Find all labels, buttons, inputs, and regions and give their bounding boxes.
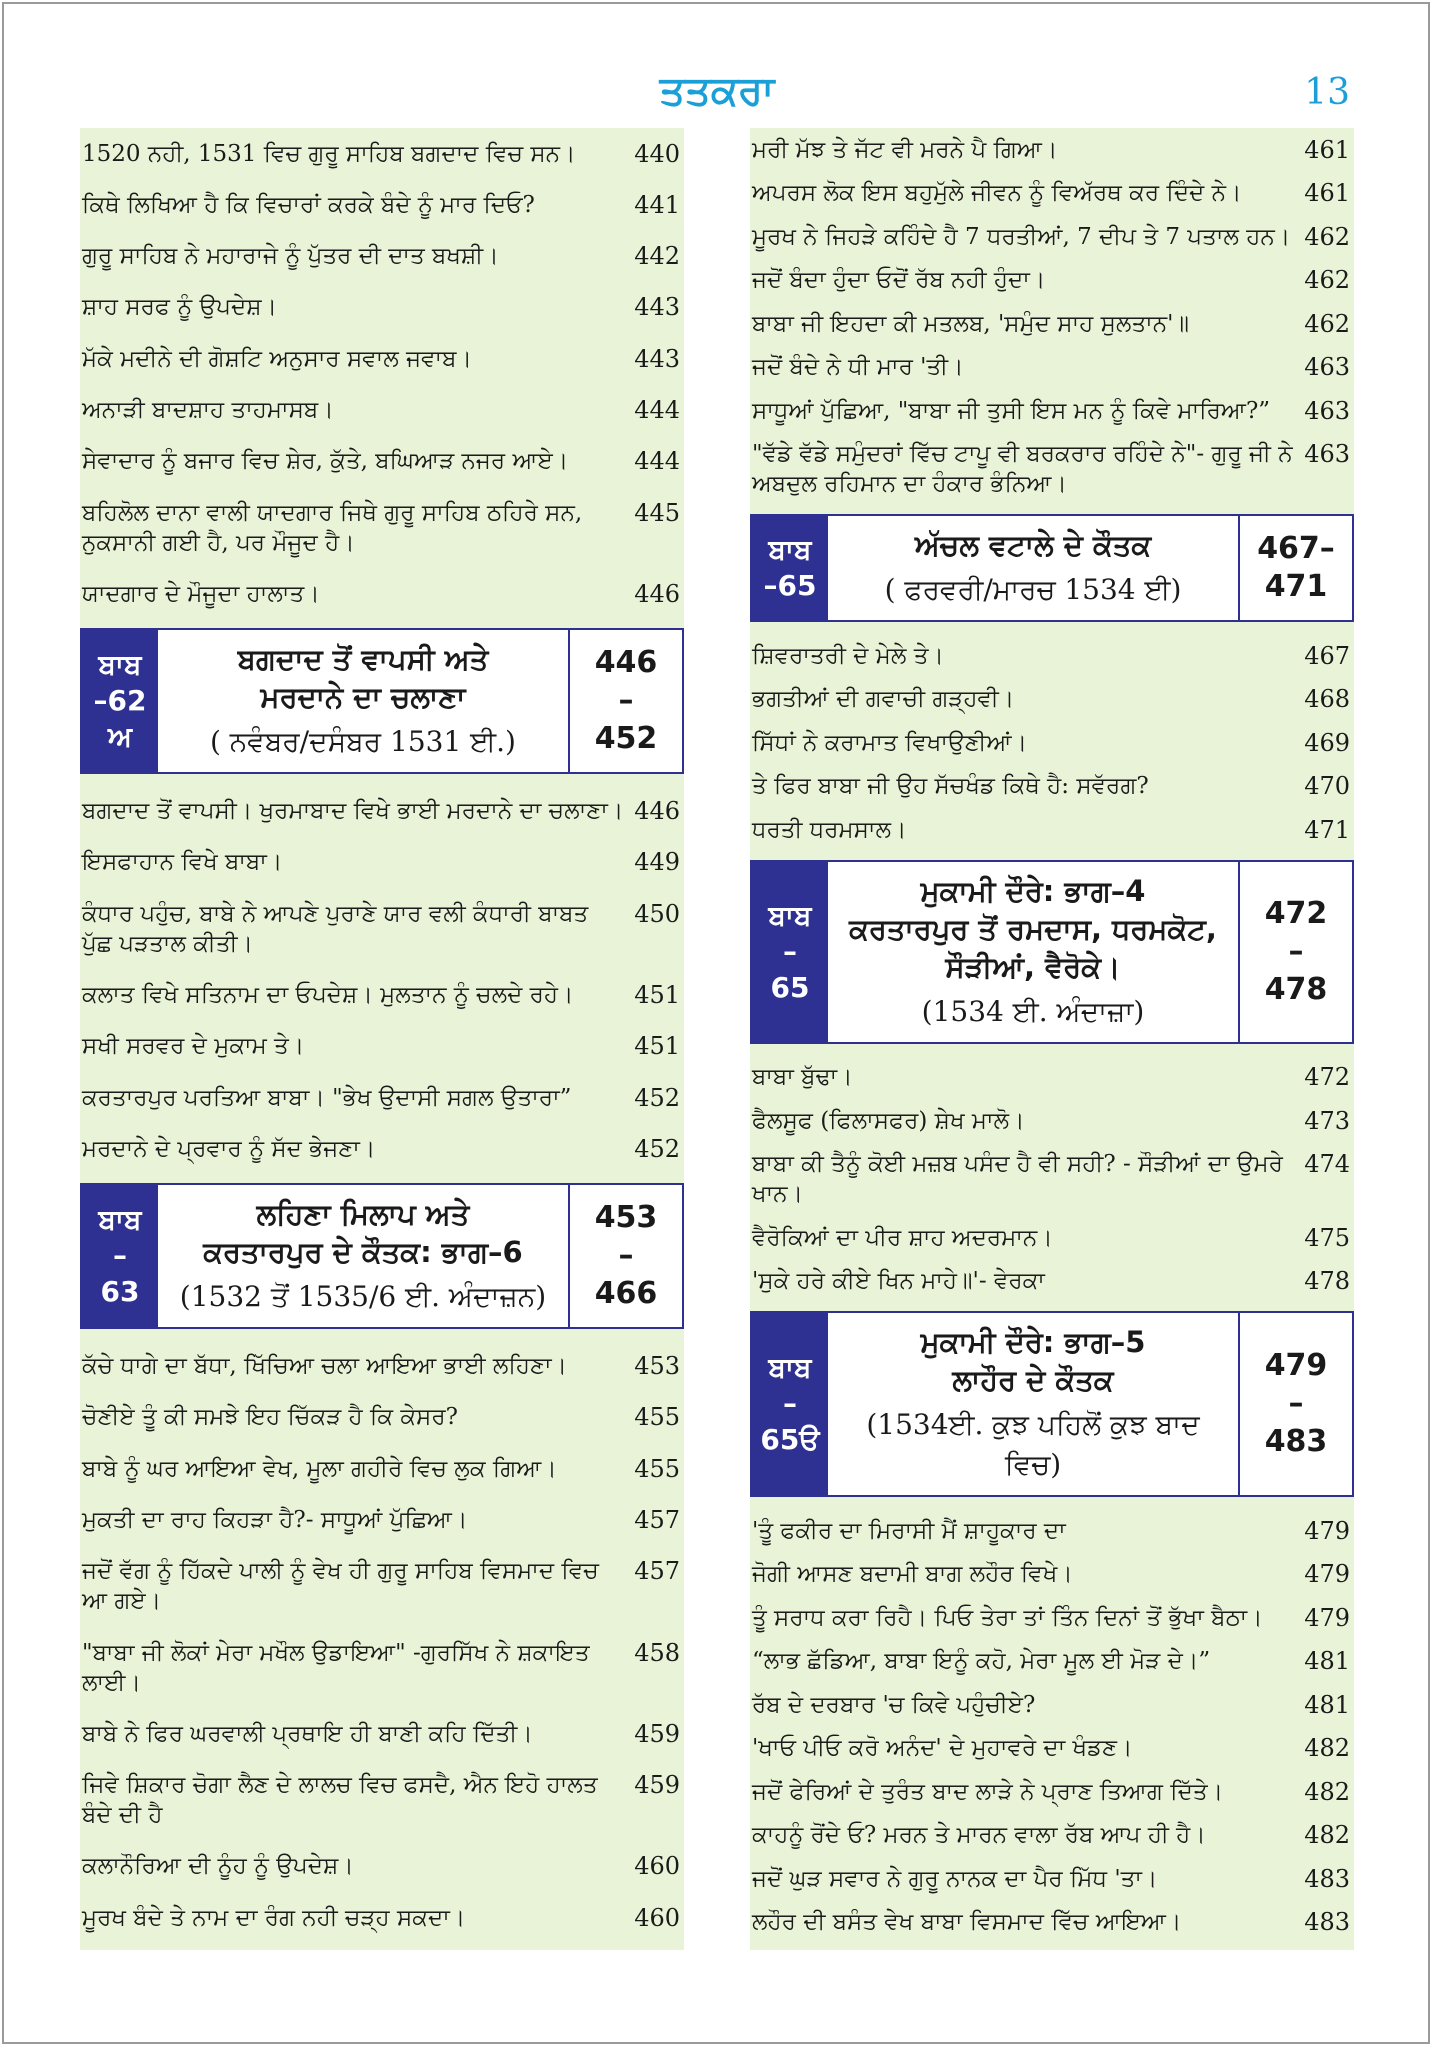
entry-page-number: 462 [1304,266,1350,295]
chapter-label-line: 65ੳ [760,1423,820,1456]
chapter-range-line: 479 [1264,1348,1328,1383]
entry-title: ਮੂਰਖ ਬੰਦੇ ਤੇ ਨਾਮ ਦਾ ਰੰਗ ਨਹੀ ਚੜ੍ਹ ਸਕਦਾ। [82,1904,466,1931]
toc-entry[interactable] [750,1857,1354,1901]
entry-page-number: 469 [1304,728,1350,757]
chapter-title-line: ਮੁਕਾਮੀ ਦੌਰੇ: ਭਾਗ–5 [920,1325,1146,1359]
entry-page-number: 474 [1304,1150,1350,1179]
entry-title: ਮੱਕੇ ਮਦੀਨੇ ਦੀ ਗੋਸ਼ਟਿ ਅਨੁਸਾਰ ਸਵਾਲ ਜਵਾਬ। [82,345,472,372]
entry-page-number: 483 [1304,1864,1350,1893]
chapter-label-line: ਬਾਬ [768,898,812,932]
chapter-label-line: ਬਾਬ [98,1202,142,1236]
toc-entry[interactable] [80,1123,684,1174]
chapter-title-block [828,1313,1238,1495]
entry-title: ਸਿੱਧਾਂ ਨੇ ਕਰਾਮਾਤ ਵਿਖਾਉਣੀਆਂ। [752,729,1028,756]
chapter-title-block [828,862,1238,1042]
chapter-label-line: ਬਾਬ [768,533,812,566]
chapter-range-line: – [618,682,634,718]
toc-entry[interactable] [80,282,684,333]
toc-entry[interactable] [750,1099,1354,1143]
entry-title: ਜਦੋਂ ਫੇਰਿਆਂ ਦੇ ਤੁਰੰਤ ਬਾਦ ਲਾੜੇ ਨੇ ਪ੍ਰਾਣ ਤਿਆਗ ਦਿੱਤੇ। [752,1778,1224,1805]
toc-entry[interactable] [750,1260,1354,1304]
chapter-label-line: – [113,1238,127,1272]
toc-entry[interactable] [750,1553,1354,1597]
entry-title: ਬਾਬਾ ਜੀ ਇਹਦਾ ਕੀ ਮਤਲਬ, 'ਸਮੁੰਦ ਸਾਹ ਸੁਲਤਾਨ'॥ [752,310,1189,337]
chapter-label-line: 65 [770,970,810,1004]
entry-page-number: 446 [634,797,680,826]
chapter-header [750,860,1354,1044]
toc-entry[interactable] [750,1814,1354,1858]
entry-title: ਜੋਗੀ ਆਸਣ ਬਦਾਮੀ ਬਾਗ ਲਹੌਰ ਵਿਖੇ। [752,1561,1073,1588]
entry-title: ਬਾਬਾ ਬੁੱਢਾ। [752,1064,853,1091]
chapter-label [752,1313,828,1495]
entry-page-number: 462 [1304,222,1350,251]
toc-entry[interactable] [80,1546,684,1627]
toc-entry[interactable] [750,1509,1354,1553]
chapter-range-line: 483 [1264,1424,1328,1459]
chapter-date: (1534 ਈ. ਅੰਦਾਜ਼ਾ) [921,994,1145,1028]
toc-entry[interactable] [80,837,684,888]
entry-page-number: 458 [634,1638,680,1667]
entry-page-number: 444 [634,447,680,476]
toc-entry[interactable] [80,786,684,837]
entry-title: ਜਦੋਂ ਘੁੜ ਸਵਾਰ ਨੇ ਗੁਰੂ ਨਾਨਕ ਦਾ ਪੈਰ ਮਿੱਧ 'ਤਾ। [752,1865,1158,1892]
toc-entry[interactable] [80,1892,684,1943]
entry-title: ਕਲਾਨੌਰਿਆ ਦੀ ਨੂੰਹ ਨੂੰ ਉਪਦੇਸ਼। [82,1853,354,1880]
toc-entry[interactable] [80,1627,684,1708]
entry-page-number: 473 [1304,1106,1350,1135]
entry-title: ਇਸਫਾਹਾਨ ਵਿਖੇ ਬਾਬਾ। [82,849,283,876]
page-number: 13 [1304,72,1350,113]
entry-page-number: 452 [634,1083,680,1112]
entry-page-number: 463 [1304,396,1350,425]
toc-entry[interactable] [80,436,684,487]
chapter-range-line: 453 [594,1199,658,1235]
chapter-title-block [158,1185,568,1327]
entry-page-number: 457 [634,1505,680,1534]
chapter-title-line: ਸੌੜੀਆਂ, ਵੈਰੋਕੇ। [945,949,1121,984]
chapter-title-block [828,516,1238,620]
toc-entry[interactable] [750,1640,1354,1684]
toc-entry[interactable] [80,1494,684,1545]
entry-page-number: 441 [634,190,680,219]
chapter-label-line: –65 [763,569,817,602]
chapter-date: ( ਫਰਵਰੀ/ਮਾਰਚ 1534 ਈ) [884,573,1182,606]
entry-title: ਵੈਰੋਕਿਆਂ ਦਾ ਪੀਰ ਸ਼ਾਹ ਅਦਰਮਾਨ। [752,1224,1053,1251]
toc-entry[interactable] [80,1341,684,1392]
chapter-label [82,1185,158,1327]
entry-page-number: 457 [634,1557,680,1586]
chapter-label-line: – [783,1387,797,1420]
chapter-range-line: – [1288,933,1304,969]
entry-title: 1520 ਨਹੀ, 1531 ਵਿਚ ਗੁਰੂ ਸਾਹਿਬ ਬਗਦਾਦ ਵਿਚ ਸਨ। [82,140,576,167]
chapter-label-line: ਬਾਬ [768,1351,812,1384]
entry-page-number: 481 [1304,1690,1350,1719]
toc-entry[interactable] [80,1708,684,1759]
entry-page-number: 444 [634,396,680,425]
entry-page-number: 443 [634,344,680,373]
entry-title: 'ਸੁਕੇ ਹਰੇ ਕੀਏ ਖਿਨ ਮਾਹੇ॥'- ਵੇਰਕਾ [752,1268,1045,1295]
entry-page-number: 482 [1304,1777,1350,1806]
entry-title: ਧਰਤੀ ਧਰਮਸਾਲ। [752,816,907,843]
entry-title: ਸ਼ਾਹ ਸਰਫ ਨੂੰ ਉਪਦੇਸ਼। [82,294,278,321]
toc-entry[interactable] [80,384,684,435]
toc-entry[interactable] [750,302,1354,346]
entry-page-number: 440 [634,139,680,168]
toc-entry[interactable] [750,433,1354,507]
toc-entry[interactable] [750,389,1354,433]
toc-entry[interactable] [750,259,1354,303]
entry-title: ਭਗਤੀਆਂ ਦੀ ਗਵਾਚੀ ਗੜ੍ਹਵੀ। [752,686,1015,713]
toc-entry[interactable] [80,568,684,619]
entry-page-number: 472 [1304,1063,1350,1092]
entry-page-number: 451 [634,981,680,1010]
entry-title: ਮੁਕਤੀ ਦਾ ਰਾਹ ਕਿਹੜਾ ਹੈ?- ਸਾਧੂਆਂ ਪੁੱਛਿਆ। [82,1506,468,1533]
toc-entry[interactable] [80,179,684,230]
chapter-date: (1534ਈ. ਕੁਝ ਪਹਿਲੋਂ ਕੁਝ ਬਾਦ ਵਿਚ) [866,1408,1200,1481]
toc-entry[interactable] [80,487,684,568]
entry-page-number: 450 [634,899,680,928]
toc-entry[interactable] [750,1216,1354,1260]
entry-title: ਕਾਹਨੂੰ ਰੋਂਦੇ ਓ? ਮਰਨ ਤੇ ਮਾਰਨ ਵਾਲਾ ਰੱਬ ਆਪ ਹੀ ਹੈ। [752,1822,1206,1849]
chapter-range-line: 478 [1264,971,1328,1007]
entry-page-number: 462 [1304,309,1350,338]
chapter-header [80,628,684,774]
chapter-title-line: ਅੱਚਲ ਵਟਾਲੇ ਦੇ ਕੌਤਕ [914,528,1152,562]
entry-title: ਮਰਦਾਨੇ ਦੇ ਪ੍ਰਵਾਰ ਨੂੰ ਸੱਦ ਭੇਜਣਾ। [82,1135,376,1162]
toc-entry[interactable] [80,888,684,969]
toc-entry[interactable] [750,765,1354,809]
entry-title: ਸ਼ਿਵਰਾਤਰੀ ਦੇ ਮੇਲੇ ਤੇ। [752,642,944,669]
entry-page-number: 467 [1304,641,1350,670]
entry-title: ਗੁਰੂ ਸਾਹਿਬ ਨੇ ਮਹਾਰਾਜੇ ਨੂੰ ਪੁੱਤਰ ਦੀ ਦਾਤ ਬਖਸ਼ੀ। [82,243,499,270]
chapter-header [750,514,1354,622]
entry-title: ਅਪਰਸ ਲੋਕ ਇਸ ਬਹੁਮੁੱਲੇ ਜੀਵਨ ਨੂੰ ਵਿਅੱਰਥ ਕਰ ਦਿੰਦੇ ਨੇ। [752,180,1242,207]
entry-page-number: 452 [634,1134,680,1163]
entry-page-number: 479 [1304,1560,1350,1589]
entry-title: ਰੱਬ ਦੇ ਦਰਬਾਰ 'ਚ ਕਿਵੇ ਪਹੁੰਚੀਏ? [752,1691,1036,1718]
chapter-date: ( ਨਵੰਬਰ/ਦਸੰਬਰ 1531 ਈ.) [209,724,516,758]
entry-title: ਸੇਵਾਦਾਰ ਨੂੰ ਬਜਾਰ ਵਿਚ ਸ਼ੇਰ, ਕੁੱਤੇ, ਬਘਿਆੜ ਨਜਰ ਆਏ। [82,448,569,475]
entry-title: 'ਤੂੰ ਫਕੀਰ ਦਾ ਮਿਰਾਸੀ ਮੈਂ ਸ਼ਾਹੂਕਾਰ ਦਾ [752,1517,1066,1544]
chapter-range-line: 472 [1264,895,1328,931]
chapter-label-line: 63 [100,1274,140,1308]
entry-title: ਮੂਰਖ ਨੇ ਜਿਹੜੇ ਕਹਿੰਦੇ ਹੈ 7 ਧਰਤੀਆਂ, 7 ਦੀਪ ਤੇ 7 ਪਤਾਲ ਹਨ। [752,223,1291,250]
entry-page-number: 475 [1304,1223,1350,1252]
toc-entry[interactable] [80,1759,684,1840]
toc-entry[interactable] [750,172,1354,216]
entry-page-number: 455 [634,1454,680,1483]
toc-entry[interactable] [750,346,1354,390]
toc-entry[interactable] [750,1727,1354,1771]
entry-title: ਚੋਣੀਏ ਤੂੰ ਕੀ ਸਮਝੇ ਇਹ ਚਿੱਕੜ ਹੈ ਕਿ ਕੇਸਰ? [82,1404,458,1431]
chapter-date: (1532 ਤੋਂ 1535/6 ਈ. ਅੰਦਾਜ਼ਨ) [179,1279,547,1313]
chapter-range-line: 467– [1257,531,1335,566]
entry-page-number: 478 [1304,1267,1350,1296]
entry-title: ਜਿਵੇ ਸ਼ਿਕਾਰ ਚੋਗਾ ਲੈਣ ਦੇ ਲਾਲਚ ਵਿਚ ਫਸਦੈ, ਐਨ ਇਹੋ ਹਾਲਤ ਬੰਦੇ ਦੀ ਹੈ [82,1772,598,1829]
entry-page-number: 460 [634,1852,680,1881]
chapter-title-line: ਲਹਿਣਾ ਮਿਲਾਪ ਅਤੇ [256,1196,470,1231]
entry-title: ਅਨਾੜੀ ਬਾਦਸ਼ਾਹ ਤਾਹਮਾਸਬ। [82,397,334,424]
chapter-header [80,1183,684,1329]
entry-title: ਸਾਧੂਆਂ ਪੁੱਛਿਆ, "ਬਾਬਾ ਜੀ ਤੁਸੀ ਇਸ ਮਨ ਨੂੰ ਕਿਵੇ ਮਾਰਿਆ?” [752,397,1271,424]
entry-page-number: 460 [634,1903,680,1932]
entry-page-number: 445 [634,498,680,527]
toc-entry[interactable] [750,1596,1354,1640]
entry-title: ਜਦੋਂ ਬੰਦਾ ਹੁੰਦਾ ਓਦੋਂ ਰੱਬ ਨਹੀ ਹੁੰਦਾ। [752,267,1046,294]
chapter-range-line: 452 [594,720,658,756]
toc-entry[interactable] [750,721,1354,765]
entry-title: ਕਿਥੇ ਲਿਖਿਆ ਹੈ ਕਿ ਵਿਚਾਰਾਂ ਕਰਕੇ ਬੰਦੇ ਨੂੰ ਮਾਰ ਦਿਓ? [82,191,535,218]
chapter-label-line: –62 [93,683,147,717]
entry-title: ਮਰੀ ਮੱਝ ਤੇ ਜੱਟ ਵੀ ਮਰਨੇ ਪੈ ਗਿਆ। [752,136,1058,163]
entry-title: ਬਾਬੇ ਨੂੰ ਘਰ ਆਇਆ ਵੇਖ, ਮੂਲਾ ਗਹੀਰੇ ਵਿਚ ਲੁਕ ਗਿਆ। [82,1455,557,1482]
entry-page-number: 479 [1304,1603,1350,1632]
entry-page-number: 459 [634,1771,680,1800]
chapter-page-range [568,1185,682,1327]
entry-title: ਤੂੰ ਸਰਾਧ ਕਰਾ ਰਿਹੈ। ਪਿਓ ਤੇਰਾ ਤਾਂ ਤਿੰਨ ਦਿਨਾਂ ਤੋਂ ਭੁੱਖਾ ਬੈਠਾ। [752,1604,1263,1631]
entry-title: ਜਦੋਂ ਬੰਦੇ ਨੇ ਧੀ ਮਾਰ 'ਤੀ। [752,354,964,381]
entry-page-number: 446 [634,579,680,608]
entry-title: ਕਰਤਾਰਪੁਰ ਪਰਤਿਆ ਬਾਬਾ। "ਭੇਖ ਉਦਾਸੀ ਸਗਲ ਉਤਾਰਾ” [82,1084,572,1111]
chapter-page-range [1238,516,1352,620]
toc-entry[interactable] [750,1056,1354,1100]
toc-entry[interactable] [80,1392,684,1443]
entry-page-number: 463 [1304,440,1350,469]
chapter-label [752,516,828,620]
toc-right-column [750,128,1354,1950]
chapter-range-line: – [618,1237,634,1273]
entry-title: ਸਖੀ ਸਰਵਰ ਦੇ ਮੁਕਾਮ ਤੇ। [82,1033,305,1060]
entry-title: ਤੇ ਫਿਰ ਬਾਬਾ ਜੀ ਉਹ ਸੱਚਖੰਡ ਕਿਥੇ ਹੈ: ਸਵੱਰਗ? [752,773,1149,800]
entry-title: ਕੱਚੇ ਧਾਗੇ ਦਾ ਬੱਧਾ, ਖਿੱਚਿਆ ਚਲਾ ਆਇਆ ਭਾਈ ਲਹਿਣਾ। [82,1353,568,1380]
entry-page-number: 455 [634,1403,680,1432]
entry-title: ਕੰਧਾਰ ਪਹੁੰਚ, ਬਾਬੇ ਨੇ ਆਪਣੇ ਪੁਰਾਣੇ ਯਾਰ ਵਲੀ ਕੰਧਾਰੀ ਬਾਬਤ ਪੁੱਛ ਪੜਤਾਲ ਕੀਤੀ। [82,900,589,957]
toc-entry[interactable] [80,1072,684,1123]
entry-title: ਕਲਾਤ ਵਿਖੇ ਸਤਿਨਾਮ ਦਾ ਓਪਦੇਸ਼। ਮੁਲਤਾਨ ਨੂੰ ਚਲਦੇ ਰਹੇ। [82,982,574,1009]
entry-page-number: 463 [1304,353,1350,382]
chapter-header [750,1311,1354,1497]
toc-entry[interactable] [80,1443,684,1494]
toc-entry[interactable] [750,808,1354,852]
toc-entry[interactable] [80,1841,684,1892]
entry-page-number: 443 [634,293,680,322]
toc-entry[interactable] [80,1021,684,1072]
entry-page-number: 461 [1304,179,1350,208]
entry-title: ਬਾਬਾ ਕੀ ਤੈਨੂੰ ਕੋਈ ਮਜ਼ਬ ਪਸੰਦ ਹੈ ਵੀ ਸਹੀ? - ਸੌੜੀਆਂ ਦਾ ਉਮਰੇ ਖਾਨ। [752,1151,1283,1208]
chapter-title-line: ਬਗਦਾਦ ਤੋਂ ਵਾਪਸੀ ਅਤੇ [237,641,489,676]
entry-page-number: 453 [634,1352,680,1381]
chapter-range-line: 446 [594,644,658,680]
entry-title: ਲਹੌਰ ਦੀ ਬਸੰਤ ਵੇਖ ਬਾਬਾ ਵਿਸਮਾਦ ਵਿੱਚ ਆਇਆ। [752,1909,1182,1936]
chapter-label-line: ਅ [107,719,133,753]
toc-entry[interactable] [750,1901,1354,1945]
page-title: ਤਤਕਰਾ [659,68,775,114]
chapter-page-range [1238,1313,1352,1495]
toc-left-column [80,128,684,1950]
toc-entry[interactable] [80,231,684,282]
entry-title: 'ਖਾਓ ਪੀਓ ਕਰੋ ਅਨੰਦ' ਦੇ ਮੁਹਾਵਰੇ ਦਾ ਖੰਡਣ। [752,1735,1133,1762]
chapter-title-line: ਮੁਕਾਮੀ ਦੌਰੇ: ਭਾਗ–4 [920,873,1146,908]
chapter-title-block [158,630,568,772]
entry-page-number: 449 [634,848,680,877]
entry-title: ਯਾਦਗਾਰ ਦੇ ਮੌਜੂਦਾ ਹਾਲਾਤ। [82,580,320,607]
chapter-range-line: 466 [594,1275,658,1311]
entry-title: "ਵੱਡੇ ਵੱਡੇ ਸਮੁੰਦਰਾਂ ਵਿੱਚ ਟਾਪੂ ਵੀ ਬਰਕਰਾਰ ਰਹਿੰਦੇ ਨੇ"- ਗੁਰੂ ਜੀ ਨੇ ਅਬਦੁਲ ਰਹਿਮਾਨ ਦਾ ਹੰਕਾਰ ਭੰਨਿਆ। [752,441,1293,498]
chapter-title-line: ਕਰਤਾਰਪੁਰ ਦੇ ਕੌਤਕ: ਭਾਗ–6 [203,1234,523,1269]
entry-title: ਫੈਲਸੂਫ (ਫਿਲਾਸਫਰ) ਸ਼ੇਖ ਮਾਲੋ। [752,1107,1025,1134]
toc-entry[interactable] [80,969,684,1020]
entry-title: ਬਾਬੇ ਨੇ ਫਿਰ ਘਰਵਾਲੀ ਪ੍ਰਥਾਇ ਹੀ ਬਾਣੀ ਕਹਿ ਦਿੱਤੀ। [82,1720,533,1747]
chapter-label [82,630,158,772]
toc-entry[interactable] [750,678,1354,722]
entry-title: ਬਗਦਾਦ ਤੋਂ ਵਾਪਸੀ। ਖੁਰਮਾਬਾਦ ਵਿਖੇ ਭਾਈ ਮਰਦਾਨੇ ਦਾ ਚਲਾਣਾ। [82,798,624,825]
chapter-range-line: – [1288,1386,1304,1421]
entry-page-number: 482 [1304,1821,1350,1850]
entry-page-number: 483 [1304,1908,1350,1937]
entry-page-number: 461 [1304,135,1350,164]
entry-page-number: 442 [634,242,680,271]
entry-page-number: 471 [1304,815,1350,844]
toc-entry[interactable] [750,1770,1354,1814]
chapter-title-line: ਲਾਹੌਰ ਦੇ ਕੌਤਕ [952,1363,1114,1397]
entry-title: ਬਹਿਲੋਲ ਦਾਨਾ ਵਾਲੀ ਯਾਦਗਾਰ ਜਿਥੇ ਗੁਰੂ ਸਾਹਿਬ ਠਹਿਰੇ ਸਨ, ਨੁਕਸਾਨੀ ਗਈ ਹੈ, ਪਰ ਮੌਜੂਦ ਹੈ। [82,499,583,556]
chapter-title-line: ਕਰਤਾਰਪੁਰ ਤੋਂ ਰਮਦਾਸ, ਧਰਮਕੋਟ, [849,911,1217,946]
chapter-page-range [568,630,682,772]
entry-page-number: 468 [1304,685,1350,714]
chapter-label-line: ਬਾਬ [98,647,142,681]
chapter-title-line: ਮਰਦਾਨੇ ਦਾ ਚਲਾਣਾ [260,679,466,714]
chapter-label-line: – [783,934,797,968]
entry-page-number: 451 [634,1032,680,1061]
toc-entry[interactable] [750,634,1354,678]
chapter-page-range [1238,862,1352,1042]
toc-entry[interactable] [80,333,684,384]
entry-page-number: 481 [1304,1647,1350,1676]
toc-entry[interactable] [80,128,684,179]
chapter-range-line: 471 [1264,569,1328,604]
toc-entry[interactable] [750,1683,1354,1727]
toc-entry[interactable] [750,128,1354,172]
toc-entry[interactable] [750,215,1354,259]
entry-page-number: 459 [634,1719,680,1748]
chapter-label [752,862,828,1042]
entry-page-number: 479 [1304,1516,1350,1545]
entry-title: ਜਦੋਂ ਵੱਗ ਨੂੰ ਹਿੱਕਦੇ ਪਾਲੀ ਨੂੰ ਵੇਖ ਹੀ ਗੁਰੂ ਸਾਹਿਬ ਵਿਸਮਾਦ ਵਿਚ ਆ ਗਏ। [82,1558,599,1615]
toc-entry[interactable] [750,1143,1354,1217]
entry-page-number: 470 [1304,772,1350,801]
entry-title: "ਬਾਬਾ ਜੀ ਲੋਕਾਂ ਮੇਰਾ ਮਖੌਲ ਉਡਾਇਆ" -ਗੁਰਸਿੱਖ ਨੇ ਸ਼ਕਾਇਤ ਲਾਈ। [82,1639,590,1696]
entry-page-number: 482 [1304,1734,1350,1763]
entry-title: “ਲਾਭ ਛੱਡਿਆ, ਬਾਬਾ ਇਨੂੰ ਕਹੋ, ਮੇਰਾ ਮੂਲ ਈ ਮੋੜ ਦੇ।” [752,1648,1211,1675]
